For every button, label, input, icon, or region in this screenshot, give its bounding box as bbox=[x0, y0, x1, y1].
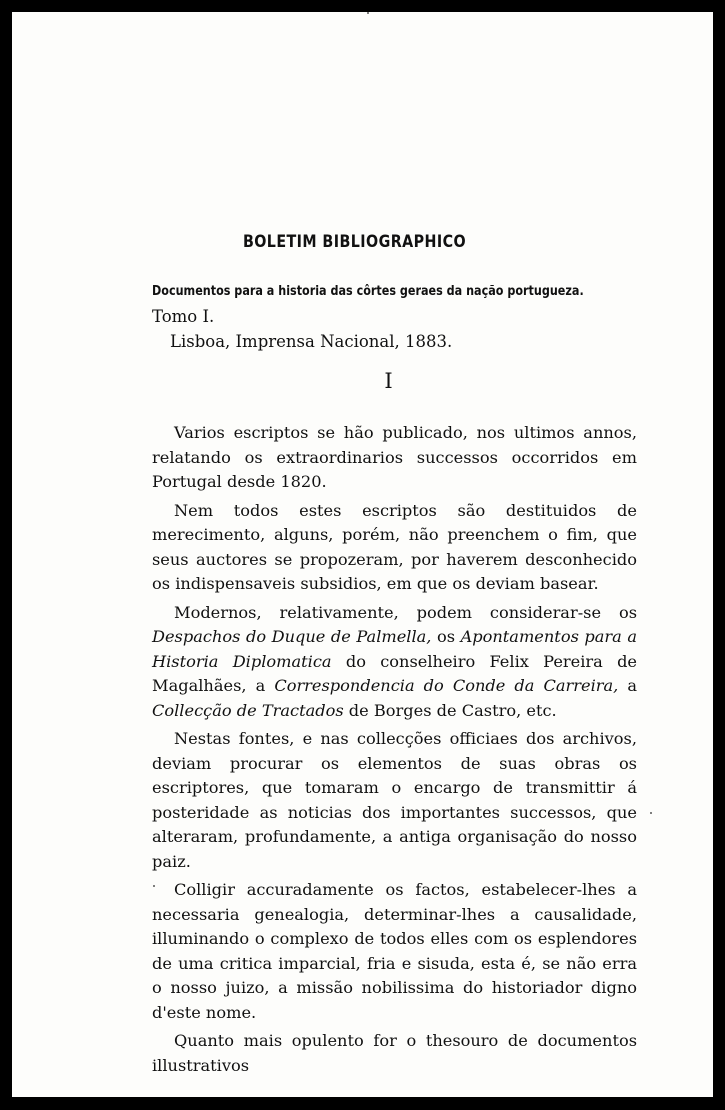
reference-work-title: Documentos para a historia das côrtes geraes da nação portugueza. bbox=[152, 284, 584, 299]
bibliographic-reference bbox=[152, 277, 632, 354]
paragraph-4: Nestas fontes, e nas collecções officiaes dos archivos, deviam procurar os elementos de suas obras os escriptores, que tomaram o encargo de transmittir á posteridade as noticias dos importantes successos, que alteraram, profundamente, a antiga organisação do nosso paiz. bbox=[152, 729, 637, 871]
italic-title: Collecção de Tractados bbox=[152, 700, 344, 720]
paragraph-1: Varios escriptos se hão publicado, nos ultimos annos, relatando os extraordinarios successos occorridos em Portugal desde 1820. bbox=[152, 423, 637, 491]
body-text bbox=[152, 421, 637, 1082]
text-run: de Borges de Castro, etc. bbox=[343, 700, 557, 720]
italic-title: Apontamentos para a Historia Diplomatica bbox=[152, 627, 637, 671]
reference-publisher: Lisboa, Imprensa Nacional, 1883. bbox=[170, 332, 453, 351]
text-run: Modernos, relativamente, podem considerar-se os bbox=[174, 602, 637, 622]
text-run: a bbox=[618, 676, 638, 695]
reference-volume: Tomo I. bbox=[152, 307, 215, 326]
document-page bbox=[12, 12, 713, 1097]
paragraph-5: Colligir accuradamente os factos, estabelecer-lhes a necessaria genealogia, determinar-lhes a causalidade, illuminando o complexo de todos elles com os esplendores de uma critica imparcial, fria e sisuda, esta é, se não erra o nosso juizo, a missão nobilissima do historiador digno d'este nome. bbox=[152, 880, 637, 1022]
italic-title: Correspondencia do Conde da Carreira, bbox=[274, 676, 619, 695]
text-run: do conselheiro Felix Pereira de Magalhães, a bbox=[152, 651, 638, 695]
paragraph-6: Quanto mais opulento for o thesouro de documentos illustrativos bbox=[152, 1031, 637, 1075]
print-speck bbox=[650, 812, 652, 814]
paragraph-2: Nem todos estes escriptos são destituidos de merecimento, alguns, porém, não preenchem o fim, que seus auctores se propozeram, por haverem desconhecido os indispensaveis subsidios, em que os deviam basear. bbox=[152, 500, 637, 593]
page-title: BOLETIM BIBLIOGRAPHICO bbox=[242, 232, 467, 252]
paragraph-3 bbox=[152, 601, 637, 724]
text-run: os bbox=[431, 627, 461, 646]
italic-title: Despachos do Duque de Palmella, bbox=[152, 627, 432, 646]
print-speck bbox=[153, 885, 155, 887]
print-speck bbox=[367, 12, 369, 14]
section-numeral: I bbox=[384, 369, 393, 393]
